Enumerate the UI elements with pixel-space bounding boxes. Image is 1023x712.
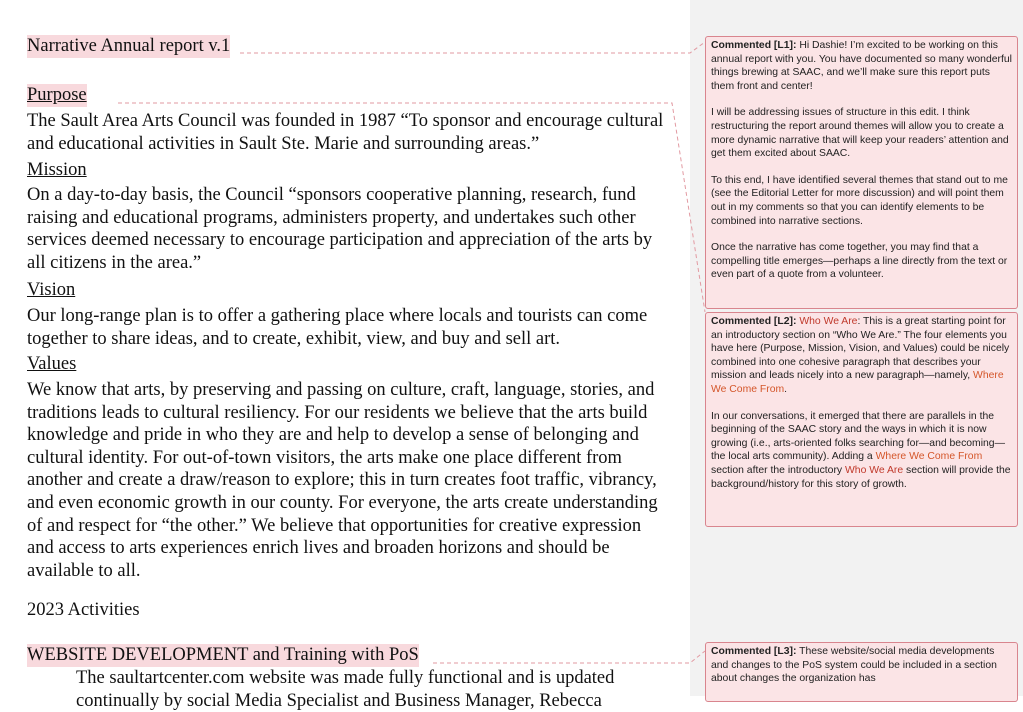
- vision-paragraph[interactable]: Our long-range plan is to offer a gathering place where locals and tourists can come together to share ideas, and to create, exhibit, view, and buy and sell art.: [27, 306, 648, 349]
- comment-l2-text-2c: section will provide the background/history for this story of growth.: [711, 464, 1011, 490]
- comment-l3-text: These website/social media developments and changes to the PoS system could be included in a section about changes the organization has: [711, 646, 997, 685]
- comment-l3-label: Commented [L3]:: [711, 646, 797, 657]
- comment-l2-text-2a: In our conversations, it emerged that there are parallels in the beginning of the SAAC story and the ways in which it is now growing (i.e., arts-oriented folks searching for—and becoming—the local arts community). Adding a: [711, 410, 1005, 463]
- comment-l2-text-1: : This is a great starting point for an introductory section on “Who We Are.” The four elements you have here (Purpose, Mission, Vision, and Values) could be nicely combined into one cohesive paragraph that describes your mission and leads nicely into a new paragraph—namely,: [711, 316, 1010, 382]
- comment-l1-text-1: Hi Dashie! I’m excited to be working on this annual report with you. You have documented so many wonderful things brewing at SAAC, and we’ll make sure this report puts them front and center!: [711, 40, 1012, 92]
- comment-l3[interactable]: [705, 642, 1018, 702]
- connector-l2: [118, 103, 705, 312]
- website-paragraph[interactable]: The saultartcenter.com website was made fully functional and is updated continually by social Media Specialist and Business Manager, Rebecca: [76, 668, 615, 711]
- vision-heading[interactable]: Vision: [27, 280, 76, 300]
- comment-l1[interactable]: [705, 36, 1018, 309]
- purpose-heading[interactable]: Purpose: [27, 85, 87, 105]
- comment-l2-theme-link-2: Where We Come From: [875, 451, 983, 463]
- values-heading[interactable]: Values: [27, 354, 77, 374]
- comment-l1-text-4: Once the narrative has come together, you may find that a compelling title emerges—perhaps a line directly from the text or even part of a quote from a volunteer.: [711, 242, 1008, 281]
- comment-l2-text-1-end: .: [784, 383, 788, 395]
- mission-heading[interactable]: Mission: [27, 160, 87, 180]
- comment-l1-text-2: I will be addressing issues of structure in this edit. I think restructuring the report around themes will allow you to create a more dynamic narrative that will keep your readers’ attention and get them excited about SAAC.: [711, 107, 1009, 160]
- purpose-paragraph[interactable]: The Sault Area Arts Council was founded in 1987 “To sponsor and encourage cultural and educational activities in Sault Ste. Marie and surrounding areas.”: [27, 111, 664, 154]
- mission-paragraph[interactable]: On a day-to-day basis, the Council “sponsors cooperative planning, research, fund raising and educational programs, administers property, and undertakes such other services deemed necessary to encourage participation and appreciation of the arts by all citizens in the area.”: [27, 185, 653, 273]
- comment-l2-label: Commented [L2]:: [711, 316, 797, 327]
- comment-l2-text-2b: section after the introductory: [711, 464, 845, 476]
- document-title[interactable]: Narrative Annual report v.1: [27, 36, 231, 56]
- values-paragraph[interactable]: We know that arts, by preserving and passing on culture, craft, language, stories, and traditions leads to cultural resiliency. For our residents we believe that the arts build knowledge and pride in who they are and help to develop a sense of belonging and cultural identity. For out-of-town visitors, the arts make one place different from another and create a draw/reason to explore; this in turn creates foot traffic, vibrancy, and even economic growth in our county. For everyone, the arts create understanding of and respect for “the other.” We believe that opportunities for creative expression and access to arts experiences enrich lives and broaden horizons and should be available to all.: [27, 380, 658, 581]
- comment-l2-theme-2: Who We Are: [845, 464, 904, 476]
- comment-l1-label: Commented [L1]:: [711, 40, 797, 51]
- activities-heading[interactable]: 2023 Activities: [27, 600, 140, 620]
- comment-l2-theme-link: Where We Come From: [711, 370, 1004, 395]
- website-heading[interactable]: WEBSITE DEVELOPMENT and Training with PoS: [27, 645, 419, 665]
- comment-l1-text-3: To this end, I have identified several themes that stand out to me (see the Editorial Letter for more discussion) and will point them out in my comments so that you can identify elements to be combined into narrative sections.: [711, 174, 1008, 227]
- comment-l2[interactable]: [705, 312, 1018, 527]
- connector-l1: [240, 42, 705, 53]
- comment-l2-theme: Who We Are: [799, 316, 858, 327]
- connector-l3: [433, 651, 705, 663]
